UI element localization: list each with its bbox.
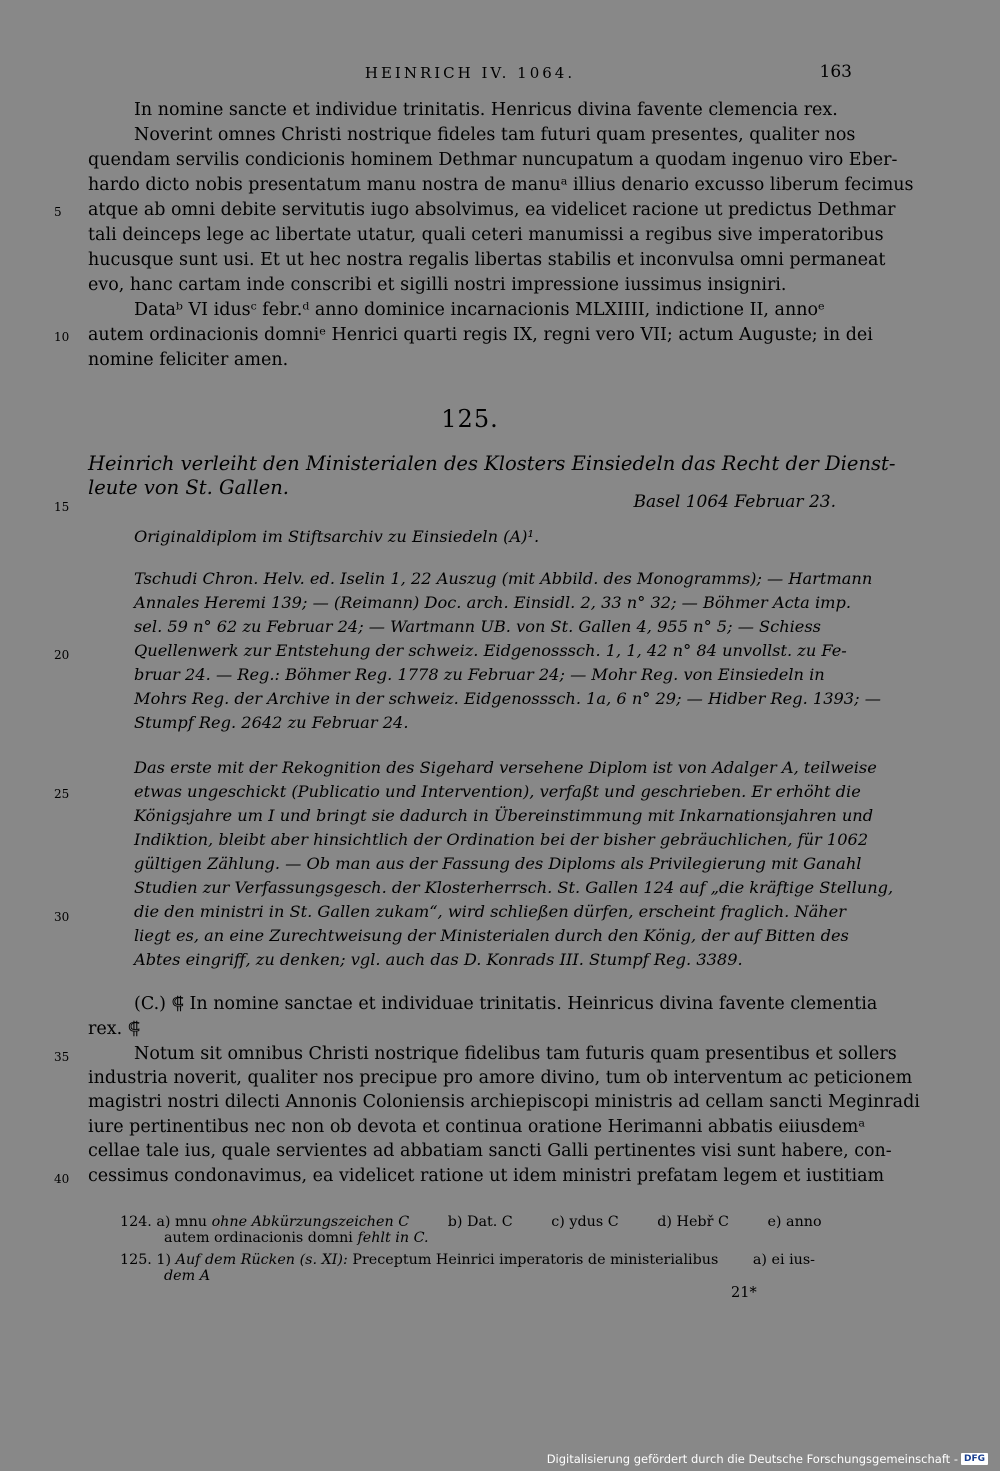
- editions-line: Annales Heremi 139; — (Reimann) Doc. arch. Einsidl. 2, 33 n° 32; — Böhmer Acta imp.: [134, 593, 851, 612]
- commentary-line: Das erste mit der Rekognition des Sigehard versehene Diplom ist von Adalger A, teilweise: [134, 758, 877, 777]
- place-date: Basel 1064 Februar 23.: [633, 492, 836, 512]
- editions-line: Stumpf Reg. 2642 zu Februar 24.: [134, 713, 409, 732]
- commentary-line: gültigen Zählung. — Ob man aus der Fassung des Diploms als Privilegierung mit Ganahl: [134, 854, 862, 873]
- footnote-125: 125. 1) Auf dem Rücken (s. XI): Preceptum Heinrici imperatoris de ministerialibus a) ei ius-: [120, 1252, 816, 1268]
- line-number: 15: [54, 500, 70, 514]
- diploma-text-line: rex. ⸿: [88, 1019, 141, 1039]
- doc124-line: evo, hanc cartam inde conscribi et sigilli nostri impressione iussimus insigniri.: [88, 275, 787, 295]
- commentary-line: etwas ungeschickt (Publicatio und Intervention), verfaßt und geschrieben. Er erhöht die: [134, 782, 861, 801]
- commentary-line: Abtes eingriff, zu denken; vgl. auch das D. Konrads III. Stumpf Reg. 3389.: [134, 950, 743, 969]
- dfg-logo: DFG: [961, 1453, 988, 1465]
- commentary-line: die den ministri in St. Gallen zukam“, wird schließen dürfen, erscheint fraglich. Näher: [134, 902, 847, 921]
- line-number: 30: [54, 910, 70, 924]
- editions-line: Tschudi Chron. Helv. ed. Iselin 1, 22 Auszug (mit Abbild. des Monogramms); — Hartmann: [134, 569, 873, 588]
- line-number: 5: [54, 205, 62, 219]
- footnote-124-cont: autem ordinacionis domni fehlt in C.: [164, 1230, 429, 1246]
- commentary-line: liegt es, an eine Zurechtweisung der Ministerialen durch den König, der auf Bitten des: [134, 926, 849, 945]
- diploma-text-line: industria noverit, qualiter nos precipue pro amore divino, tum ob interventum ac peticionem: [88, 1068, 913, 1088]
- document-number: 125.: [441, 405, 499, 433]
- editions-line: Mohrs Reg. der Archive in der schweiz. Eidgenosssch. 1a, 6 n° 29; — Hidber Reg. 1393; —: [134, 689, 881, 708]
- doc124-line: nomine feliciter amen.: [88, 350, 289, 370]
- diploma-text-line: iure pertinentibus nec non ob devota et continua oratione Herimanni abbatis eiiusdemᵃ: [88, 1117, 866, 1137]
- running-title: HEINRICH IV. 1064.: [364, 64, 576, 82]
- doc124-line: hardo dicto nobis presentatum manu nostra de manuᵃ illius denario excusso liberum fecimus: [88, 175, 914, 195]
- footnote-label: 124.: [120, 1214, 152, 1230]
- footnote-124: 124. a) mnu ohne Abkürzungszeichen C b) Dat. C c) ydus C d) Hebř C e) anno: [120, 1214, 822, 1230]
- doc124-line: atque ab omni debite servitutis iugo absolvimus, ea videlicet racione ut predictus Dethmar: [88, 200, 896, 220]
- doc124-line: tali deinceps lege ac libertate utatur, quali ceteri manumissi a regibus sive imperatoribus: [88, 225, 884, 245]
- original-source: Originaldiplom im Stiftsarchiv zu Einsiedeln (A)¹.: [134, 527, 540, 546]
- commentary-line: Indiktion, bleibt aber hinsichtlich der Ordination bei der bisher gebräuchlichen, für 1062: [134, 830, 869, 849]
- doc124-line: autem ordinacionis domniᵉ Henrici quarti regis IX, regni vero VII; actum Auguste; in dei: [88, 325, 873, 345]
- diploma-text-line: cessimus condonavimus, ea videlicet ratione ut idem ministri prefatam legem et iustitiam: [88, 1166, 885, 1186]
- doc124-line: quendam servilis condicionis hominem Dethmar nuncupatum a quodam ingenuo viro Eber-: [88, 150, 898, 170]
- running-header: [88, 62, 852, 86]
- footer-text: Digitalisierung gefördert durch die Deutsche Forschungsgemeinschaft -: [546, 1452, 958, 1466]
- diploma-text-line: cellae tale ius, quale servientes ad abbatiam sancti Galli pertinentes visi sunt habere, con-: [88, 1141, 892, 1161]
- doc124-line: hucusque sunt usi. Et ut hec nostra regalis libertas stabilis et inconvulsa omni permaneat: [88, 250, 886, 270]
- commentary-line: Königsjahre um I und bringt sie dadurch in Übereinstimmung mit Inkarnationsjahren und: [134, 806, 874, 825]
- signature-mark: 21*: [731, 1285, 757, 1301]
- diploma-text-line: magistri nostri dilecti Annonis Coloniensis archiepiscopi ministris ad cellam sancti Meginradi: [88, 1092, 920, 1112]
- diploma-text-line: Notum sit omnibus Christi nostrique fidelibus tam futuris quam presentibus et sollers: [134, 1044, 897, 1064]
- doc124-line: Dataᵇ VI idusᶜ febr.ᵈ anno dominice incarnacionis MLXIIII, indictione II, annoᵉ: [134, 300, 825, 320]
- editions-line: bruar 24. — Reg.: Böhmer Reg. 1778 zu Februar 24; — Mohr Reg. von Einsiedeln in: [134, 665, 825, 684]
- line-number: 20: [54, 648, 70, 662]
- doc124-line: In nomine sancte et individue trinitatis. Henricus divina favente clemencia rex.: [134, 100, 838, 120]
- line-number: 25: [54, 787, 70, 801]
- page-number: 163: [819, 62, 852, 82]
- diploma-text-line: (C.) ⸿ In nomine sanctae et individuae trinitatis. Heinricus divina favente clementia: [134, 994, 878, 1014]
- regest-title-line: leute von St. Gallen.: [88, 476, 289, 499]
- regest-title-line: Heinrich verleiht den Ministerialen des Klosters Einsiedeln das Recht der Dienst-: [88, 452, 896, 475]
- commentary-line: Studien zur Verfassungsgesch. der Klosterherrsch. St. Gallen 124 auf „die kräftige Stellung,: [134, 878, 894, 897]
- line-number: 10: [54, 330, 70, 344]
- footnote-label: 125.: [120, 1252, 152, 1268]
- doc124-line: Noverint omnes Christi nostrique fideles tam futuri quam presentes, qualiter nos: [134, 125, 856, 145]
- editions-line: Quellenwerk zur Entstehung der schweiz. Eidgenosssch. 1, 1, 42 n° 84 unvollst. zu Fe-: [134, 641, 847, 660]
- line-number: 40: [54, 1172, 70, 1186]
- editions-line: sel. 59 n° 62 zu Februar 24; — Wartmann UB. von St. Gallen 4, 955 n° 5; — Schiess: [134, 617, 821, 636]
- footnote-125-cont: dem A: [164, 1268, 211, 1284]
- line-number: 35: [54, 1050, 70, 1064]
- footer-credit: [547, 1452, 988, 1466]
